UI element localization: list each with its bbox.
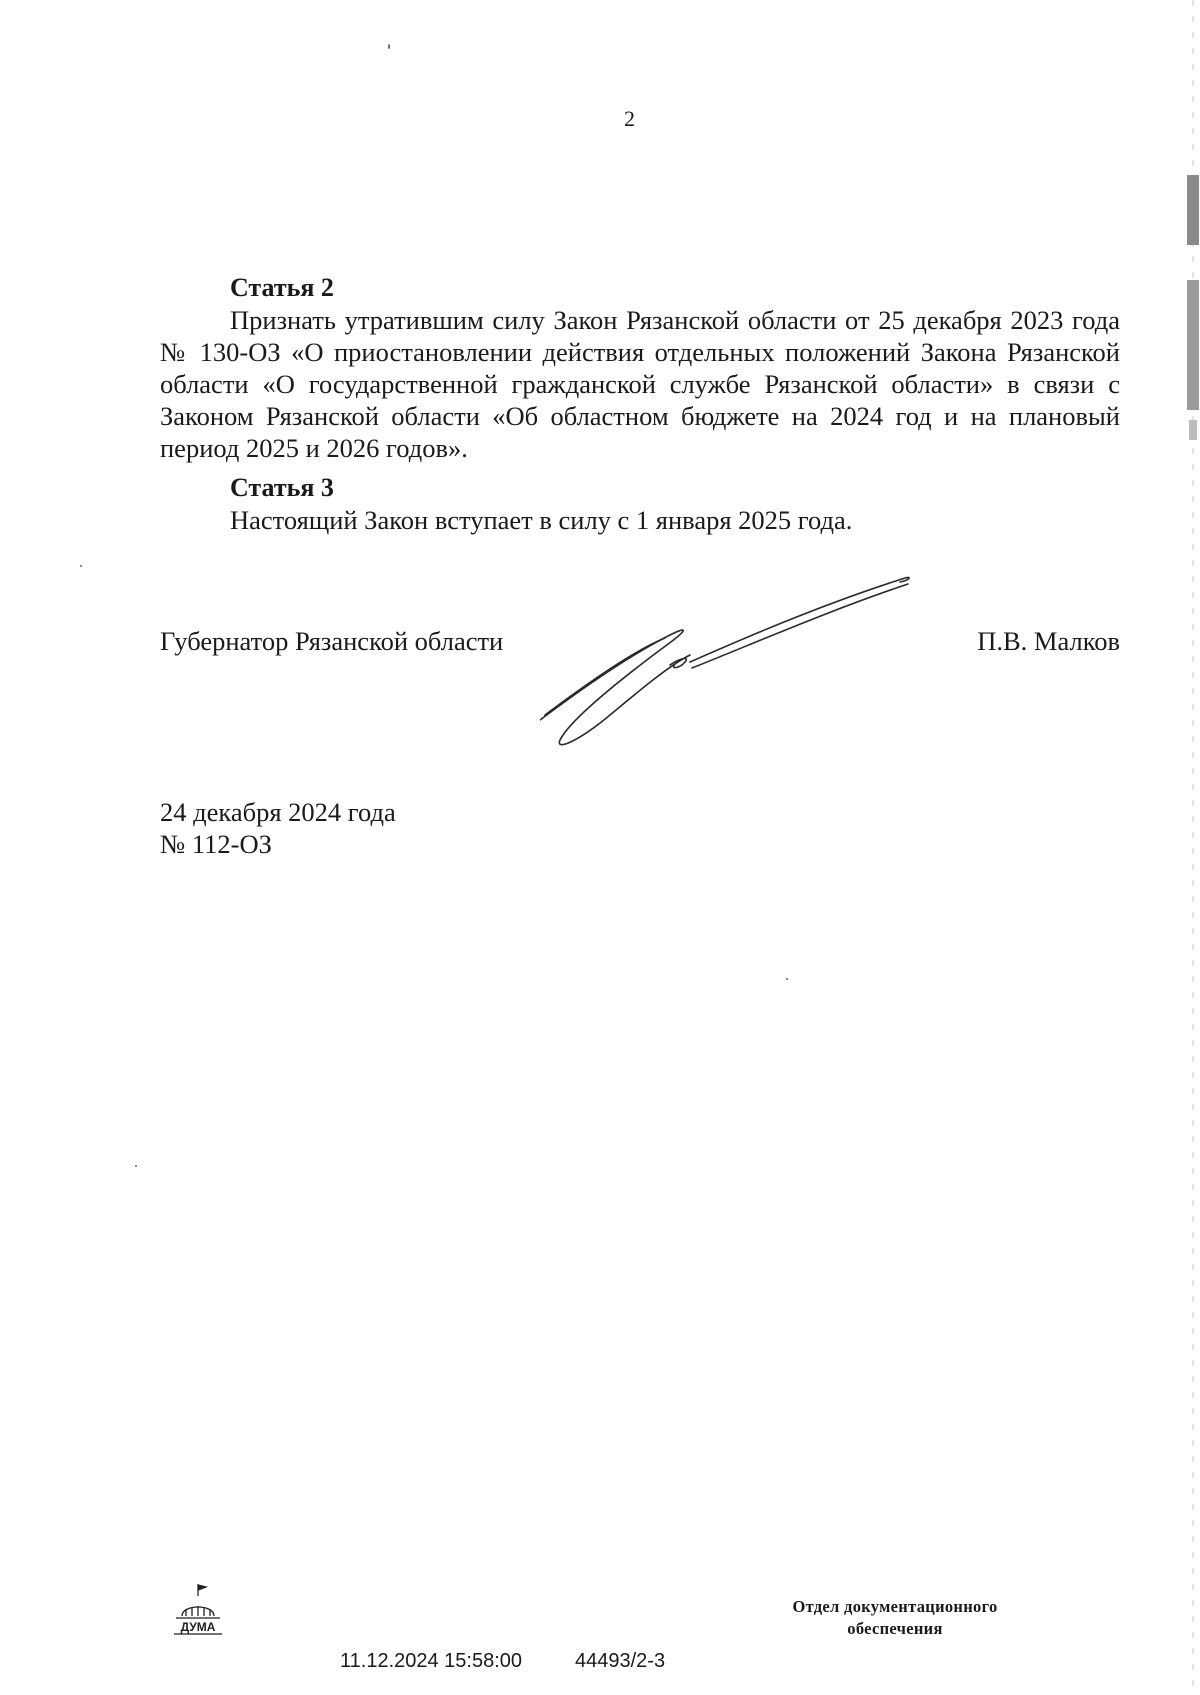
department-line: Отдел документационного	[792, 1597, 998, 1616]
article-text: Настоящий Закон вступает в силу с 1 января 2025 года.	[230, 505, 853, 535]
scan-edge-artifact	[1184, 0, 1200, 1695]
article-text: Признать утратившим силу Закон Рязанской области от 25 декабря 2023 года № 130-ОЗ «О приостановлении действия отдельных положений Закона Рязанской области «О государственной гражданской службе Рязанской области» в связи с Законом Рязанской области «Об областном бюджете на 2024 год и на плановый период 2025 и 2026 годов».	[160, 305, 1120, 463]
scan-speck	[135, 1165, 137, 1167]
handwritten-signature	[540, 570, 920, 770]
logo-text: ДУМА	[180, 1620, 216, 1634]
signer-name: П.В. Малков	[977, 626, 1120, 656]
article-3	[160, 472, 1120, 536]
department-line: обеспечения	[847, 1619, 943, 1638]
scan-speck	[786, 978, 788, 980]
footer-doc-number: 44493/2-3	[575, 1650, 666, 1672]
scan-speck	[80, 565, 82, 567]
law-date: 24 декабря 2024 года	[160, 797, 396, 827]
page-number: 2	[624, 106, 635, 131]
scan-speck	[388, 44, 390, 49]
footer-timestamp: 11.12.2024 15:58:00	[340, 1650, 523, 1672]
article-heading: Статья 2	[230, 273, 334, 302]
law-number: № 112-ОЗ	[160, 829, 272, 859]
article-2	[160, 272, 1120, 464]
article-heading: Статья 3	[230, 473, 334, 502]
footer-department	[730, 1596, 1060, 1640]
duma-logo-icon	[168, 1582, 228, 1640]
signer-title: Губернатор Рязанской области	[160, 626, 504, 656]
